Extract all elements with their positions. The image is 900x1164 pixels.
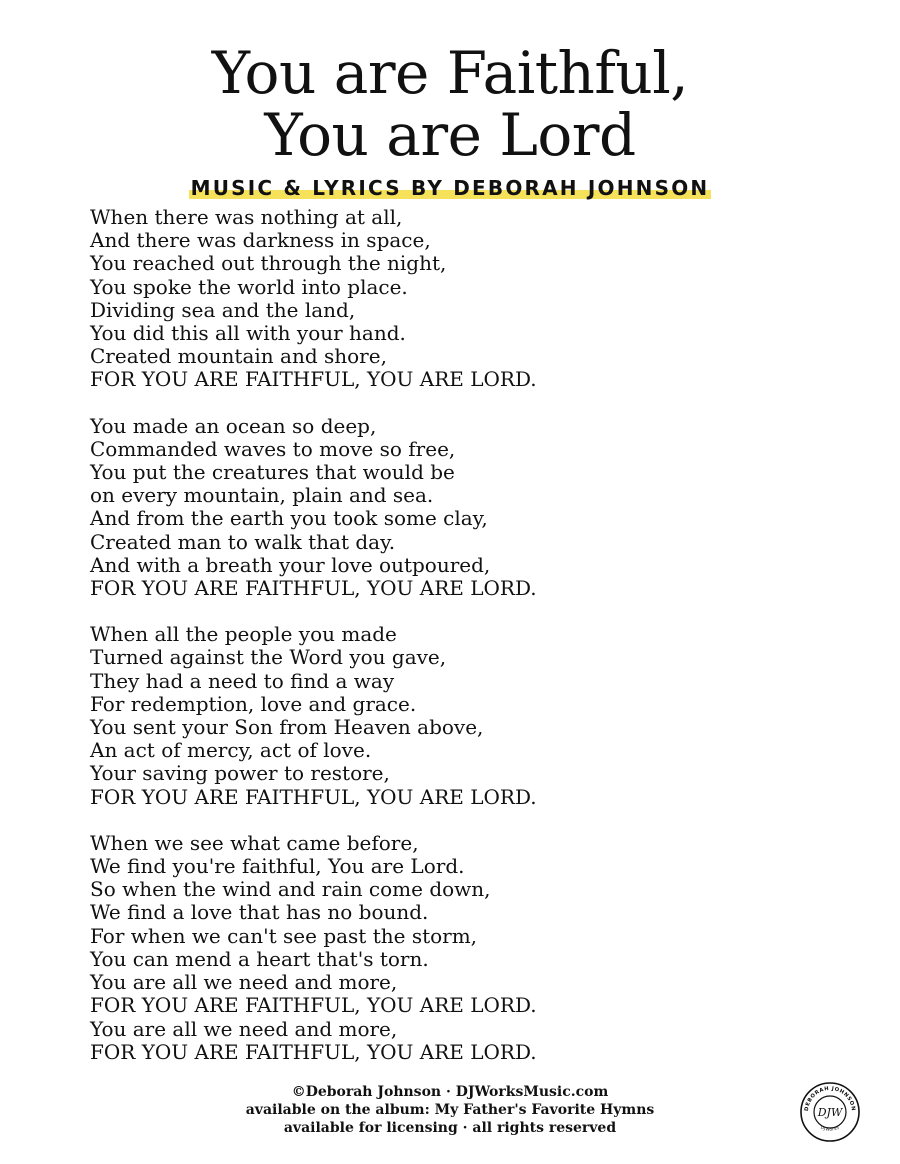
lyric-line: FOR YOU ARE FAITHFUL, YOU ARE LORD.	[90, 993, 537, 1018]
song-title-line-1: You are Faithful,	[211, 39, 689, 107]
lyric-line: And with a breath your love outpoured,	[90, 552, 491, 577]
lyric-line: You put the creatures that would be	[90, 460, 455, 485]
lyric-line: We find you're faithful, You are Lord.	[90, 854, 465, 879]
lyric-line: FOR YOU ARE FAITHFUL, YOU ARE LORD.	[90, 784, 537, 809]
verse-4	[90, 832, 790, 1064]
lyric-line: Created man to walk that day.	[90, 529, 396, 554]
lyric-line: For redemption, love and grace.	[90, 691, 417, 716]
djworks-logo-icon	[799, 1081, 861, 1143]
verse-3	[90, 623, 790, 809]
lyric-line: You can mend a heart that's torn.	[90, 946, 429, 971]
lyric-line: FOR YOU ARE FAITHFUL, YOU ARE LORD.	[90, 576, 537, 601]
lyric-line: When all the people you made	[90, 622, 397, 647]
credits-subtitle	[0, 176, 900, 200]
credits-subtitle-text: MUSIC & LYRICS BY DEBORAH JOHNSON	[190, 176, 710, 200]
lyric-line: You are all we need and more,	[90, 970, 398, 995]
footer	[0, 1083, 900, 1137]
lyric-line: You did this all with your hand.	[90, 321, 406, 346]
lyric-line: You are all we need and more,	[90, 1016, 398, 1041]
lyric-line: You sent your Son from Heaven above,	[90, 715, 484, 740]
song-title-line-2: You are Lord	[264, 101, 636, 169]
lyric-line: FOR YOU ARE FAITHFUL, YOU ARE LORD.	[90, 367, 537, 392]
lyric-line: We find a love that has no bound.	[90, 900, 429, 925]
lyric-line: You spoke the world into place.	[90, 274, 408, 299]
logo-ring-text-top: DEBORAH JOHNSON	[803, 1085, 857, 1112]
lyric-line: on every mountain, plain and sea.	[90, 483, 434, 508]
footer-licensing: available for licensing · all rights reserved	[283, 1120, 617, 1136]
lyric-line: Turned against the Word you gave,	[90, 645, 447, 670]
lyric-line: For when we can't see past the storm,	[90, 923, 478, 948]
lyric-line: And from the earth you took some clay,	[90, 506, 488, 531]
lyric-line: Created mountain and shore,	[90, 344, 387, 369]
lyric-line: You made an ocean so deep,	[90, 413, 377, 438]
lyrics-body	[90, 206, 790, 1087]
footer-album: available on the album: My Father's Favorite Hymns	[245, 1102, 655, 1118]
lyric-line: When we see what came before,	[90, 830, 419, 855]
lyric-line: You reached out through the night,	[90, 251, 447, 276]
lyric-line: Your saving power to restore,	[90, 761, 390, 786]
lyric-line: Dividing sea and the land,	[90, 297, 356, 322]
lyric-line: And there was darkness in space,	[90, 228, 431, 253]
footer-copyright: ©Deborah Johnson · DJWorksMusic.com	[291, 1084, 609, 1100]
lyric-line: So when the wind and rain come down,	[90, 877, 491, 902]
verse-1	[90, 206, 790, 392]
lyric-line: An act of mercy, act of love.	[90, 738, 372, 763]
logo-ring-text-bottom: DJWorks	[819, 1124, 841, 1132]
song-title	[0, 39, 900, 169]
lyric-line: They had a need to find a way	[90, 668, 395, 693]
logo-monogram: DJW	[817, 1106, 843, 1119]
verse-2	[90, 415, 790, 601]
lyric-line: Commanded waves to move so free,	[90, 436, 456, 461]
lyric-line: When there was nothing at all,	[90, 205, 403, 229]
lyric-line: FOR YOU ARE FAITHFUL, YOU ARE LORD.	[90, 1039, 537, 1064]
